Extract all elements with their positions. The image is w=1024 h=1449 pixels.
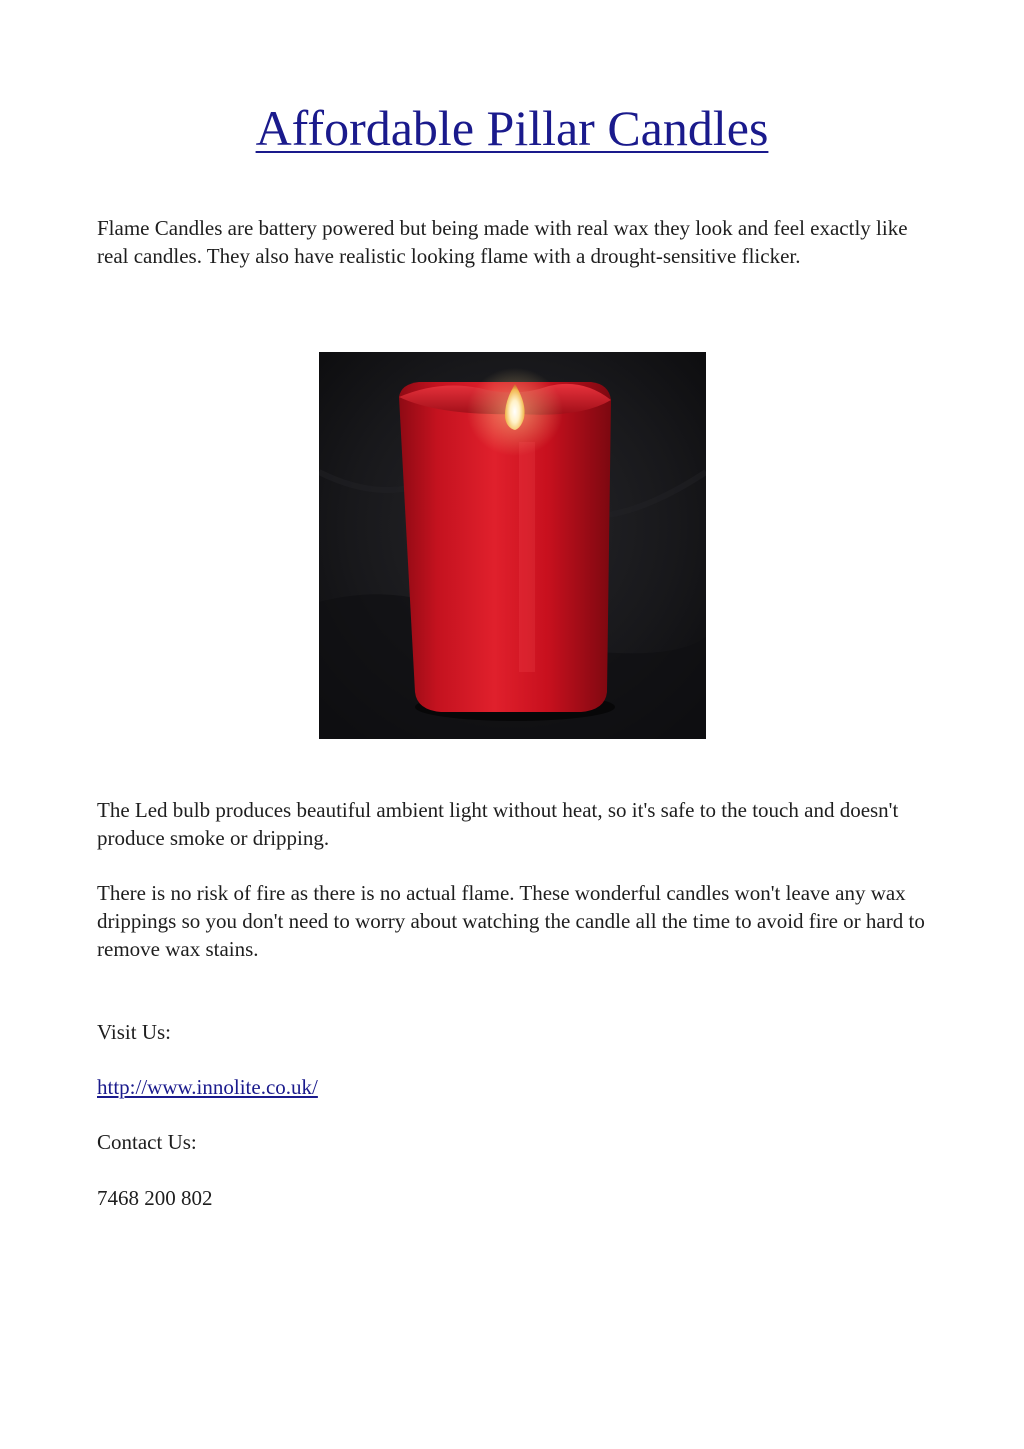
intro-paragraph: Flame Candles are battery powered but being made with real wax they look and feel exactly like real candles. They also have realistic looking flame with a drought-sensitive flicker. bbox=[97, 216, 908, 268]
risk-paragraph: There is no risk of fire as there is no actual flame. These wonderful candles won't leave any wax drippings so you don't need to worry about watching the candle all the time to avoid fire or hard to remove wax stains. bbox=[97, 881, 925, 961]
contact-us-label: Contact Us: bbox=[97, 1130, 197, 1154]
candle-image bbox=[319, 352, 706, 739]
visit-us-label: Visit Us: bbox=[97, 1020, 172, 1044]
website-line bbox=[97, 1073, 937, 1101]
website-link[interactable]: http://www.innolite.co.uk/ bbox=[97, 1075, 318, 1099]
title-link[interactable]: Affordable Pillar Candles bbox=[255, 100, 769, 156]
page-title bbox=[0, 98, 1024, 158]
wax-highlight bbox=[519, 442, 535, 672]
phone-number: 7468 200 802 bbox=[97, 1186, 213, 1210]
led-paragraph: The Led bulb produces beautiful ambient light without heat, so it's safe to the touch and doesn't produce smoke or dripping. bbox=[97, 798, 899, 850]
